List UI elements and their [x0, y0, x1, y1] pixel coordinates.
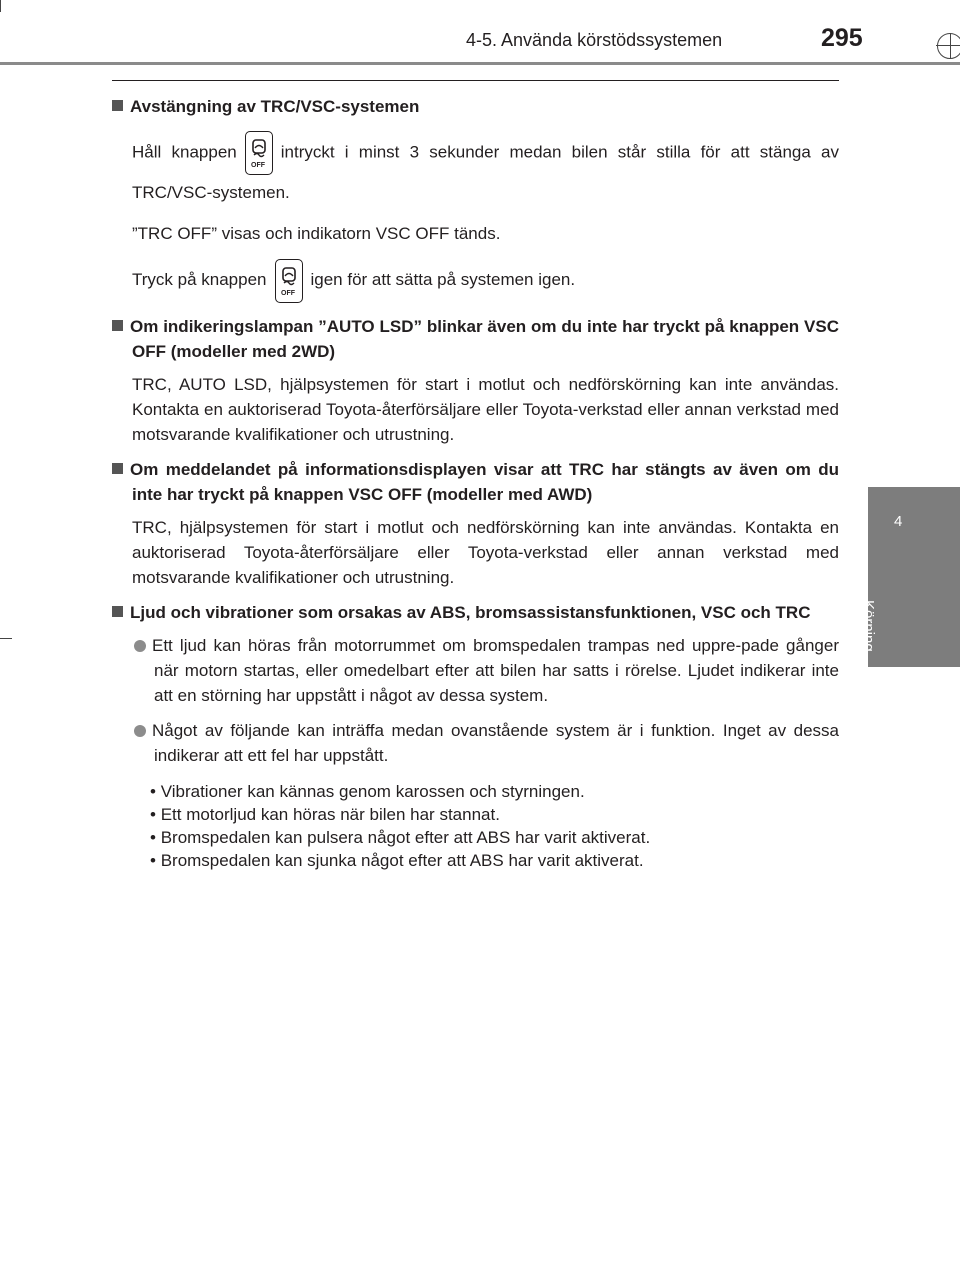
sub-list-item: • Bromspedalen kan pulsera något efter att ABS har varit aktiverat.: [150, 828, 651, 847]
sub-list-item-text: Vibrationer kan kännas genom karossen och styrningen.: [160, 782, 585, 801]
page-number: 295: [821, 24, 863, 52]
round-bullet-icon: [134, 640, 146, 652]
paragraph-text: Håll knappen: [132, 142, 237, 162]
list-item-text: Ett ljud kan höras från motorrummet om bromspedalen trampas ned uppre-pade gånger när motorn startas, eller omedelbart efter att bilen har satts i rörelse. Ljudet indikerar inte att en störning har uppstått i något av dessa system.: [152, 636, 839, 705]
paragraph: [112, 131, 839, 211]
sub-list-item-text: Bromspedalen kan pulsera något efter att ABS har varit aktiverat.: [160, 828, 651, 847]
section-heading: [112, 457, 839, 507]
paragraph: ”TRC OFF” visas och indikatorn VSC OFF tänds.: [132, 224, 501, 243]
svg-text:OFF: OFF: [250, 162, 265, 169]
svg-text:OFF: OFF: [280, 289, 295, 297]
sub-list-item: • Bromspedalen kan sjunka något efter att ABS har varit aktiverat.: [150, 851, 644, 870]
paragraph: TRC, hjälpsystemen för start i motlut och nedförskörning kan inte användas. Kontakta en auktoriserad Toyota-återförsäljare eller Toyota-verkstad eller annan verkstad med motsvarande kvalifikationer och utrustning.: [132, 518, 839, 587]
list-item-text: Något av följande kan inträffa medan ovanstående system är i funktion. Inget av dessa indikerar att ett fel har uppstått.: [152, 721, 839, 765]
content-top-rule: [112, 80, 839, 81]
sub-list-item-text: Ett motorljud kan höras när bilen har stannat.: [160, 805, 500, 824]
paragraph-text: intryckt i minst 3 sekunder medan bilen står stilla för att stänga av TRC/VSC-systemen.: [132, 142, 839, 202]
section-heading: [112, 94, 839, 119]
square-bullet-icon: [112, 320, 123, 331]
list-item: [112, 633, 839, 708]
section-heading-text: Ljud och vibrationer som orsakas av ABS, bromsassistansfunktionen, VSC och TRC: [130, 603, 811, 622]
paragraph-text: igen för att sätta på systemen igen.: [310, 270, 576, 289]
section-heading: [112, 600, 839, 625]
chapter-tab-label: Körning: [860, 600, 877, 652]
chapter-tab-number: 4: [894, 513, 903, 530]
section-heading: [112, 314, 839, 364]
sub-list-item: • Ett motorljud kan höras när bilen har stannat.: [150, 805, 500, 824]
chapter-tab: [868, 487, 960, 667]
page-content: [112, 94, 839, 872]
square-bullet-icon: [112, 606, 123, 617]
vsc-off-icon: [275, 259, 303, 303]
paragraph-text: Tryck på knappen: [132, 270, 267, 289]
square-bullet-icon: [112, 463, 123, 474]
paragraph: TRC, AUTO LSD, hjälpsystemen för start i motlut och nedförskörning kan inte användas. Kontakta en auktoriserad Toyota-återförsäljare eller Toyota-verkstad eller annan verkstad med motsvarande kvalifikationer och utrustning.: [132, 375, 839, 444]
round-bullet-icon: [134, 725, 146, 737]
section-heading-text: Avstängning av TRC/VSC-systemen: [130, 97, 420, 116]
list-item: [112, 718, 839, 768]
square-bullet-icon: [112, 100, 123, 111]
section-heading-text: Om indikeringslampan ”AUTO LSD” blinkar även om du inte har tryckt på knappen VSC OFF (modeller med 2WD): [130, 317, 839, 361]
sub-list-item-text: Bromspedalen kan sjunka något efter att ABS har varit aktiverat.: [160, 851, 644, 870]
vsc-off-icon: [245, 131, 273, 175]
running-header-section: 4-5. Använda körstödssystemen: [466, 30, 723, 50]
sub-list-item: • Vibrationer kan kännas genom karossen och styrningen.: [150, 782, 585, 801]
paragraph: [112, 256, 839, 304]
section-heading-text: Om meddelandet på informationsdisplayen visar att TRC har stängts av även om du inte har tryckt på knappen VSC OFF (modeller med AWD): [130, 460, 839, 504]
header-rule: [0, 62, 960, 65]
